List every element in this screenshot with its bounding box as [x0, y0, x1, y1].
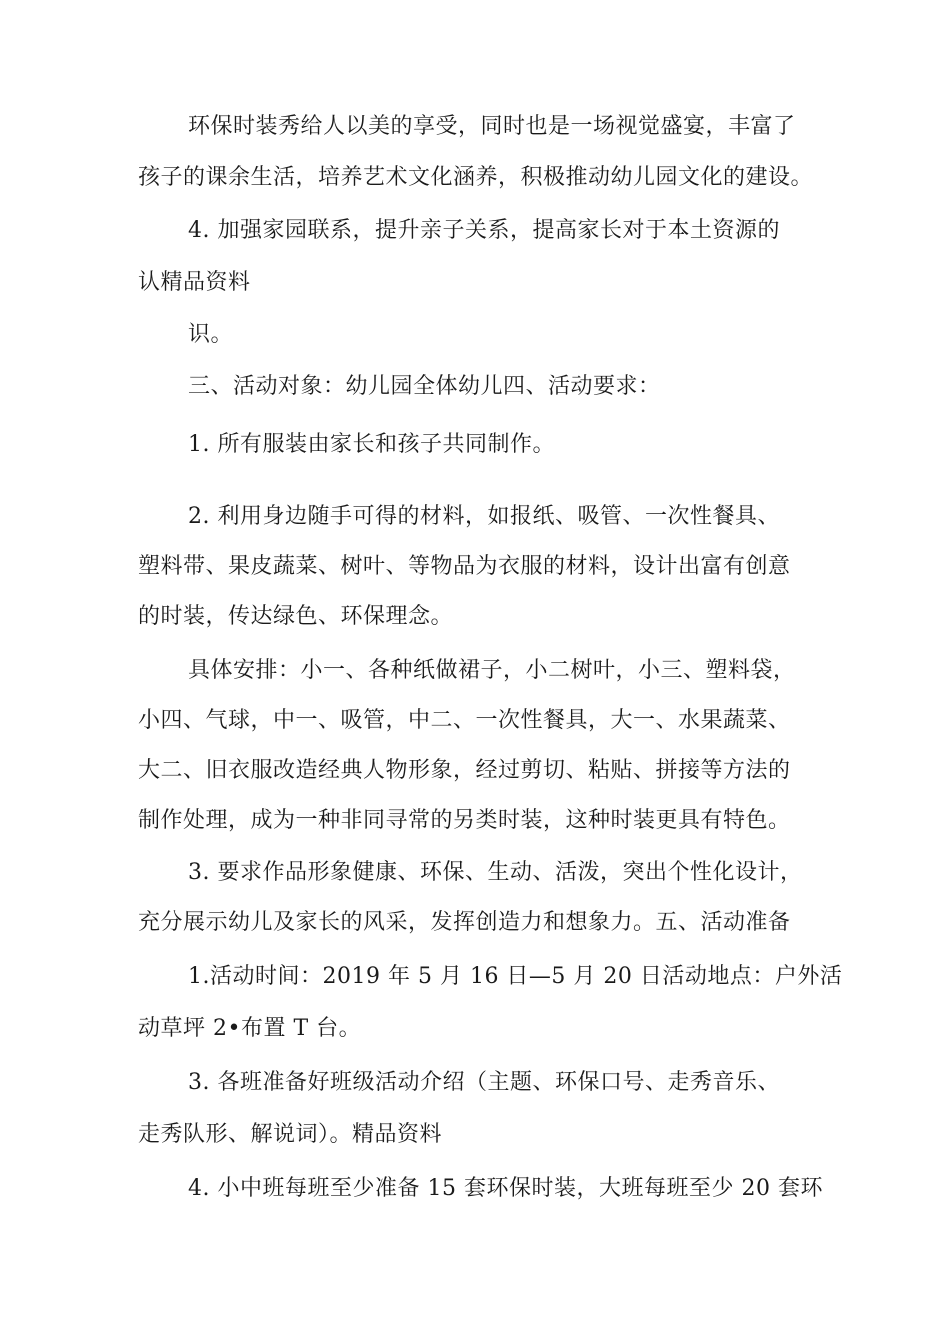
paragraph-line: 具体安排：小一、各种纸做裙子，小二树叶，小三、塑料袋，: [188, 658, 796, 683]
paragraph-line: 认精品资料: [138, 270, 251, 295]
paragraph-line: 走秀队形、解说词）。精品资料: [138, 1122, 443, 1147]
paragraph-line: 4. 小中班每班至少准备 15 套环保时装，大班每班至少 20 套环: [188, 1176, 823, 1201]
paragraph-line: 动草坪 2•布置 T 台。: [138, 1016, 362, 1041]
paragraph-line: 孩子的课余生活，培养艺术文化涵养，积极推动幼儿园文化的建设。: [138, 165, 814, 190]
paragraph-line: 3. 要求作品形象健康、环保、生动、活泼，突出个性化设计，: [188, 860, 803, 885]
section-heading: 三、活动对象：幼儿园全体幼儿四、活动要求：: [188, 374, 661, 399]
paragraph-line: 制作处理，成为一种非同寻常的另类时装，这种时装更具有特色。: [138, 808, 791, 833]
paragraph-line: 大二、旧衣服改造经典人物形象，经过剪切、粘贴、拼接等方法的: [138, 758, 791, 783]
paragraph-line: 识。: [188, 322, 234, 347]
paragraph-line: 3. 各班准备好班级活动介绍（主题、环保口号、走秀音乐、: [188, 1070, 780, 1095]
paragraph-line: 的时装，传达绿色、环保理念。: [138, 604, 454, 629]
paragraph-line: 1. 所有服装由家长和孩子共同制作。: [188, 432, 555, 457]
paragraph-line: 2. 利用身边随手可得的材料，如报纸、吸管、一次性餐具、: [188, 504, 780, 529]
paragraph-line: 小四、气球，中一、吸管，中二、一次性餐具，大一、水果蔬菜、: [138, 708, 791, 733]
paragraph-line: 4. 加强家园联系，提升亲子关系，提高家长对于本土资源的: [188, 218, 780, 243]
paragraph-line: 环保时装秀给人以美的享受，同时也是一场视觉盛宴，丰富了: [188, 114, 796, 139]
paragraph-line: 塑料带、果皮蔬菜、树叶、等物品为衣服的材料，设计出富有创意: [138, 554, 791, 579]
paragraph-line: 1.活动时间：2019 年 5 月 16 日—5 月 20 日活动地点：户外活: [188, 964, 843, 989]
paragraph-line: 充分展示幼儿及家长的风采，发挥创造力和想象力。五、活动准备: [138, 910, 791, 935]
